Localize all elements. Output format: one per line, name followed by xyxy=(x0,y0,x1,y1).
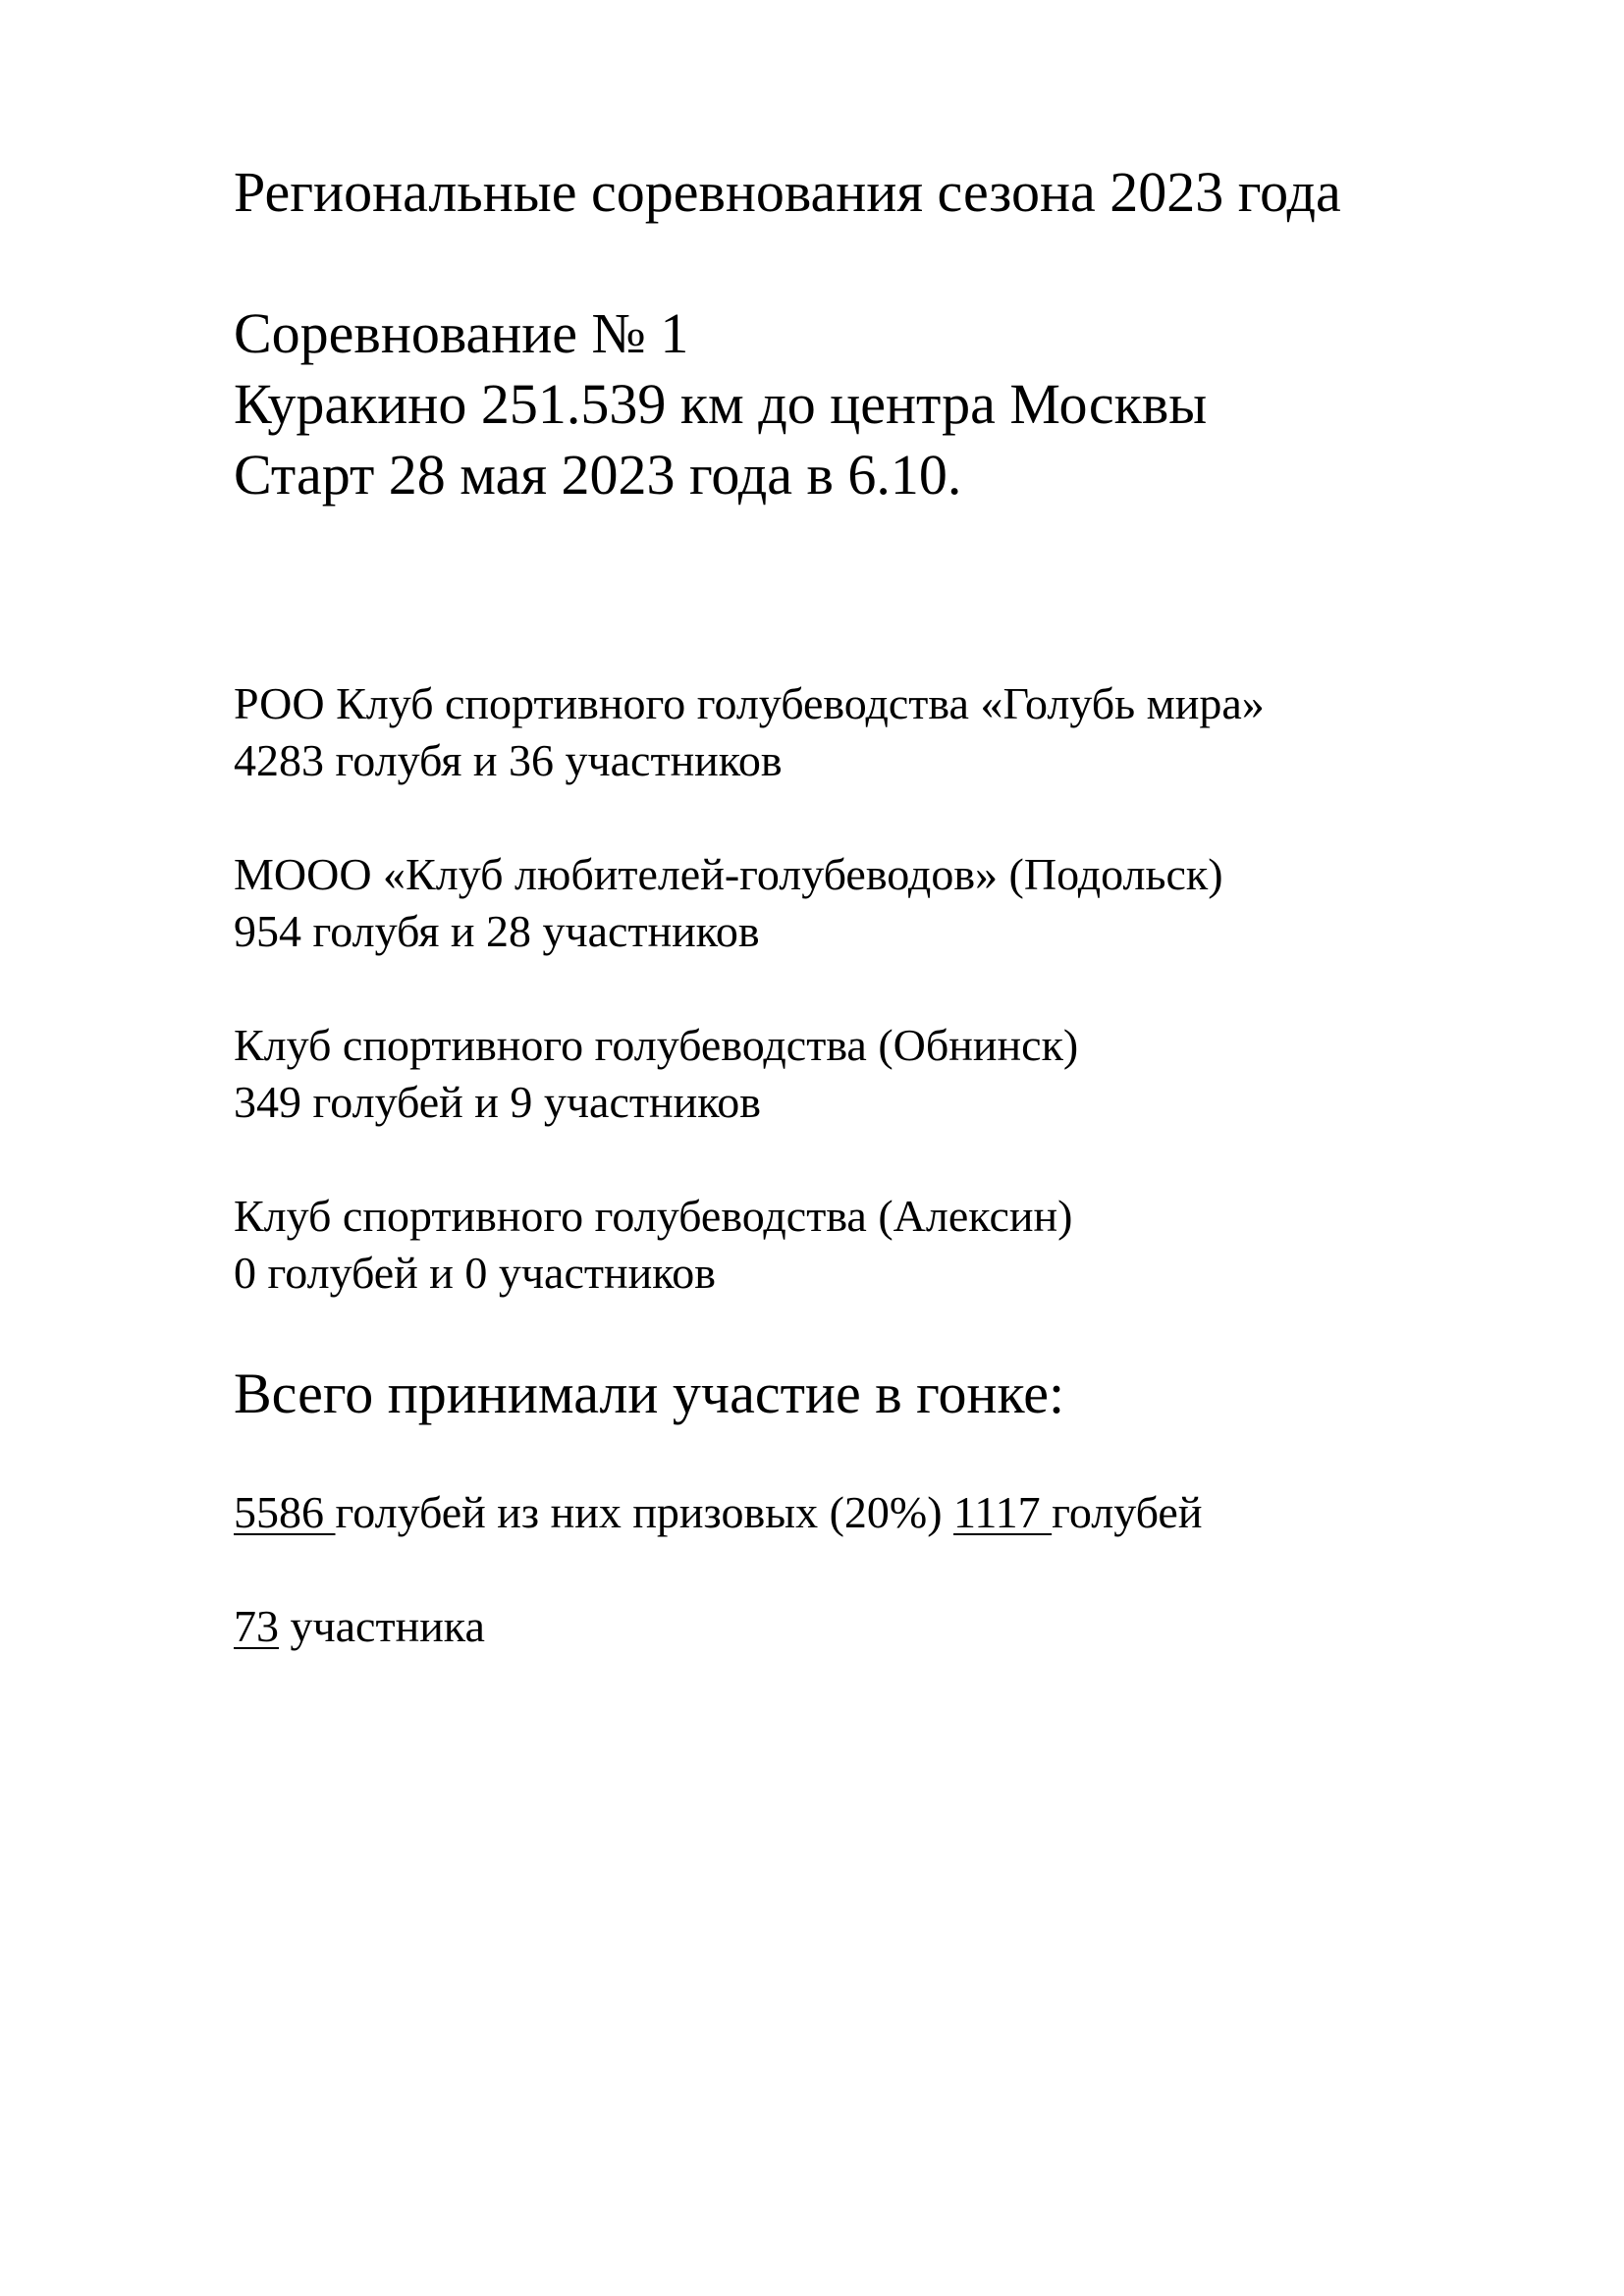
prize-total-value: 1117 xyxy=(953,1487,1053,1537)
club-stats: 4283 голубя и 36 участников xyxy=(234,735,783,785)
club-name: РОО Клуб спортивного голубеводства «Голубь мира» xyxy=(234,678,1265,728)
club-stats: 349 голубей и 9 участников xyxy=(234,1077,761,1127)
club-entry xyxy=(234,1017,1078,1131)
totals-heading xyxy=(234,1359,1064,1429)
totals-pigeons-line xyxy=(234,1484,1202,1541)
title-text: Региональные соревнования сезона 2023 года xyxy=(234,160,1341,224)
document-title xyxy=(234,157,1341,228)
pigeons-total-text: голубей из них призовых (20%) xyxy=(335,1487,954,1537)
pigeons-total-value: 5586 xyxy=(234,1487,336,1537)
totals-participants-line xyxy=(234,1598,485,1655)
participants-total-text: участника xyxy=(279,1601,485,1651)
competition-location: Куракино 251.539 км до центра Москвы xyxy=(234,372,1208,436)
participants-total-value: 73 xyxy=(234,1601,279,1651)
club-entry xyxy=(234,1188,1072,1302)
prize-total-text: голубей xyxy=(1052,1487,1203,1537)
club-entry xyxy=(234,846,1223,960)
club-name: МООО «Клуб любителей-голубеводов» (Подольск) xyxy=(234,849,1223,899)
club-stats: 954 голубя и 28 участников xyxy=(234,906,760,956)
club-name: Клуб спортивного голубеводства (Обнинск) xyxy=(234,1020,1079,1070)
club-entry xyxy=(234,675,1265,789)
club-name: Клуб спортивного голубеводства (Алексин) xyxy=(234,1191,1073,1241)
competition-info xyxy=(234,298,1207,510)
competition-number: Соревнование № 1 xyxy=(234,301,689,365)
competition-start: Старт 28 мая 2023 года в 6.10. xyxy=(234,443,962,507)
club-stats: 0 голубей и 0 участников xyxy=(234,1248,716,1298)
totals-heading-text: Всего принимали участие в гонке: xyxy=(234,1362,1065,1425)
